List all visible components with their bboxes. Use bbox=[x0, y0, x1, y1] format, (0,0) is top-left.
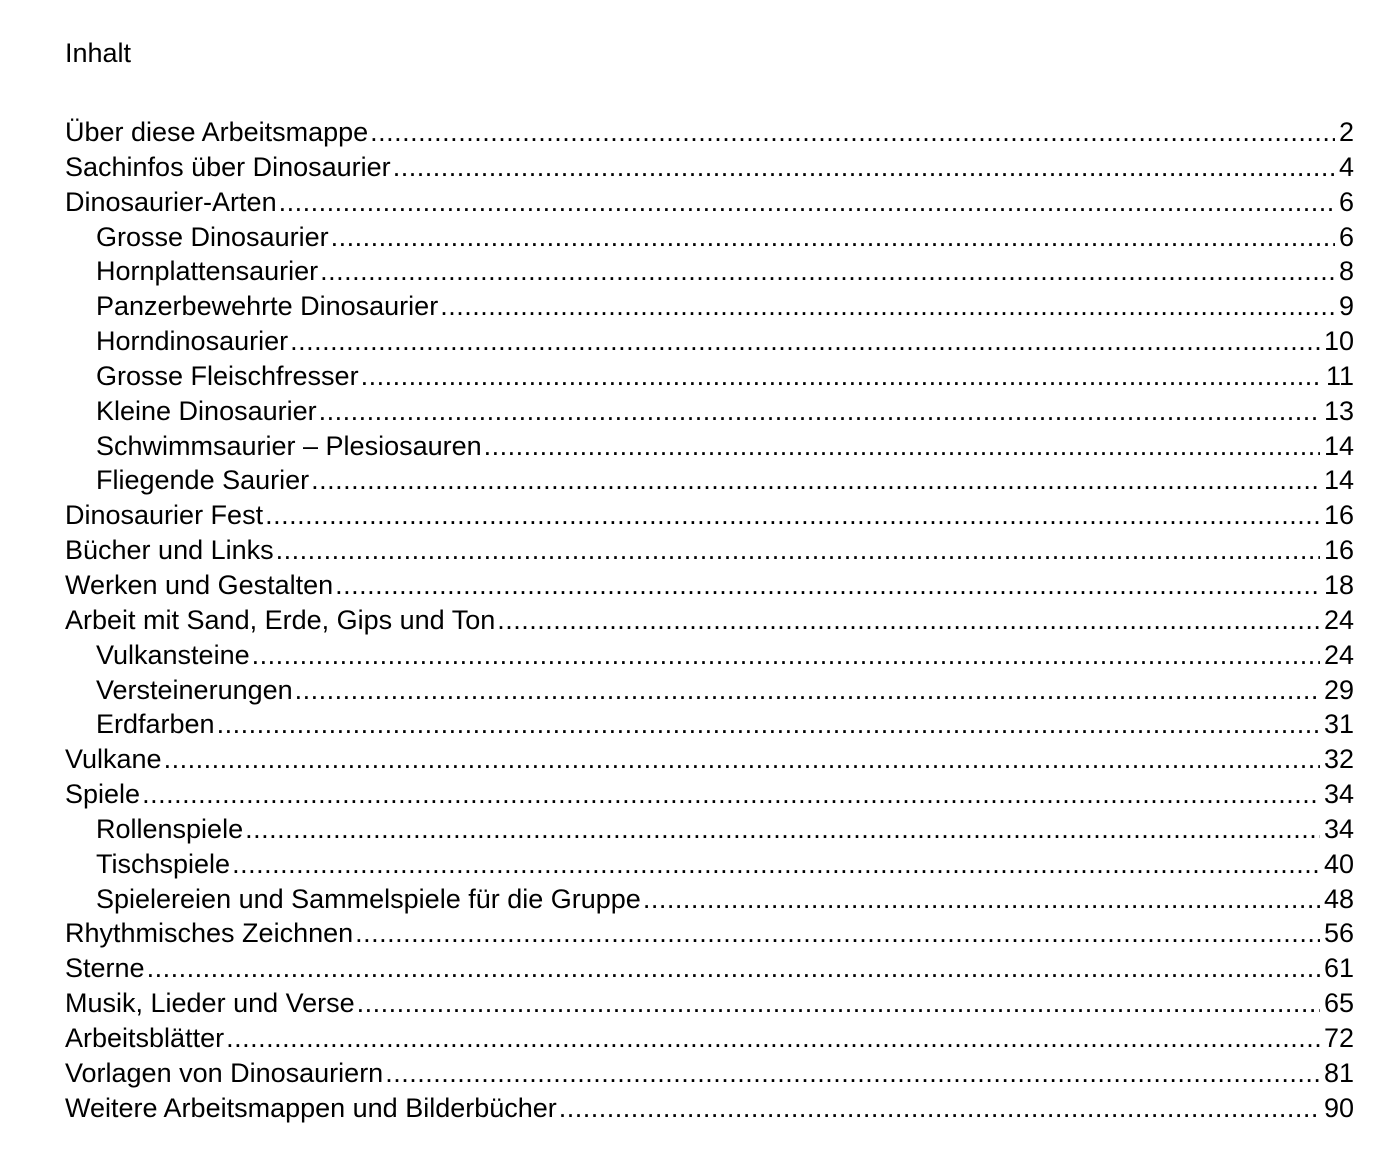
toc-entry[interactable] bbox=[65, 603, 1354, 638]
toc-dot-leader bbox=[320, 254, 1335, 289]
toc-entry-label: Sterne bbox=[65, 953, 145, 984]
toc-page-number: 6 bbox=[1338, 186, 1354, 217]
toc-entry-label: Vulkane bbox=[65, 744, 162, 775]
toc-entry-label: Horndinosaurier bbox=[96, 326, 289, 357]
toc-entry-label: Vulkansteine bbox=[96, 639, 250, 670]
toc-page-number: 61 bbox=[1323, 953, 1354, 984]
toc-entry-label: Schwimmsaurier – Plesiosauren bbox=[96, 430, 482, 461]
toc-entry[interactable] bbox=[65, 324, 1354, 359]
toc-dot-leader bbox=[331, 220, 1335, 255]
toc-dot-leader bbox=[355, 916, 1320, 951]
toc-page-number: 8 bbox=[1338, 256, 1354, 287]
toc-entry-label: Rhythmisches Zeichnen bbox=[65, 918, 354, 949]
toc-page-number: 13 bbox=[1323, 395, 1354, 426]
toc-entry[interactable] bbox=[65, 777, 1354, 812]
toc-entry[interactable] bbox=[65, 1091, 1354, 1126]
toc-entry-label: Arbeitsblätter bbox=[65, 1022, 225, 1053]
toc-page-number: 4 bbox=[1338, 151, 1354, 182]
toc-entry-label: Grosse Dinosaurier bbox=[96, 221, 329, 252]
toc-page-number: 16 bbox=[1323, 500, 1354, 531]
toc-page-number: 14 bbox=[1323, 430, 1354, 461]
toc-dot-leader bbox=[559, 1091, 1320, 1126]
toc-entry[interactable] bbox=[65, 812, 1354, 847]
toc-entry[interactable] bbox=[65, 568, 1354, 603]
toc-dot-leader bbox=[361, 359, 1322, 394]
toc-entry-label: Musik, Lieder und Verse bbox=[65, 988, 355, 1019]
toc-dot-leader bbox=[217, 707, 1320, 742]
toc-entry[interactable] bbox=[65, 254, 1354, 289]
toc-entry[interactable] bbox=[65, 882, 1354, 917]
toc-entry-label: Werken und Gestalten bbox=[65, 569, 334, 600]
toc-page-number: 40 bbox=[1323, 848, 1354, 879]
toc-entry-label: Spiele bbox=[65, 779, 141, 810]
toc-dot-leader bbox=[276, 533, 1320, 568]
toc-entry[interactable] bbox=[65, 533, 1354, 568]
toc-entry-label: Panzerbewehrte Dinosaurier bbox=[96, 291, 439, 322]
toc-entry[interactable] bbox=[65, 150, 1354, 185]
toc-entry-label: Sachinfos über Dinosaurier bbox=[65, 151, 391, 182]
toc-page-number: 31 bbox=[1323, 709, 1354, 740]
toc-dot-leader bbox=[295, 673, 1320, 708]
toc-dot-leader bbox=[232, 847, 1320, 882]
toc-page-number: 16 bbox=[1323, 535, 1354, 566]
toc-page-number: 32 bbox=[1323, 744, 1354, 775]
toc-dot-leader bbox=[643, 882, 1320, 917]
toc-entry-label: Arbeit mit Sand, Erde, Gips und Ton bbox=[65, 604, 496, 635]
toc-entry-label: Versteinerungen bbox=[96, 674, 293, 705]
toc-page-number: 56 bbox=[1323, 918, 1354, 949]
toc-page-number: 24 bbox=[1323, 639, 1354, 670]
toc-entry[interactable] bbox=[65, 359, 1354, 394]
toc-page-number: 6 bbox=[1338, 221, 1354, 252]
toc-heading: Inhalt bbox=[65, 38, 132, 68]
toc-entry[interactable] bbox=[65, 429, 1354, 464]
toc-entry-label: Erdfarben bbox=[96, 709, 215, 740]
toc-entry[interactable] bbox=[65, 115, 1354, 150]
toc-entry[interactable] bbox=[65, 498, 1354, 533]
toc-dot-leader bbox=[279, 185, 1335, 220]
toc-entry-label: Kleine Dinosaurier bbox=[96, 395, 317, 426]
toc-dot-leader bbox=[226, 1021, 1320, 1056]
toc-entry-label: Vorlagen von Dinosauriern bbox=[65, 1057, 384, 1088]
toc-page-number: 24 bbox=[1323, 604, 1354, 635]
toc-page-number: 90 bbox=[1323, 1092, 1354, 1123]
toc-page-number: 9 bbox=[1338, 291, 1354, 322]
toc-page-number: 14 bbox=[1323, 465, 1354, 496]
toc-page-number: 72 bbox=[1323, 1022, 1354, 1053]
toc-entry[interactable] bbox=[65, 986, 1354, 1021]
toc-entry[interactable] bbox=[65, 673, 1354, 708]
toc-entry-label: Über diese Arbeitsmappe bbox=[65, 117, 369, 147]
toc-page-number: 65 bbox=[1323, 988, 1354, 1019]
toc-dot-leader bbox=[290, 324, 1320, 359]
toc-entry-label: Dinosaurier-Arten bbox=[65, 186, 277, 217]
toc-dot-leader bbox=[357, 986, 1320, 1021]
toc-dot-leader bbox=[142, 777, 1320, 812]
toc-entry[interactable] bbox=[65, 463, 1354, 498]
toc-dot-leader bbox=[385, 1056, 1320, 1091]
toc-page-number: 10 bbox=[1323, 326, 1354, 357]
toc-entry-label: Grosse Fleischfresser bbox=[96, 360, 359, 391]
toc-dot-leader bbox=[335, 568, 1320, 603]
toc-dot-leader bbox=[252, 638, 1320, 673]
toc-dot-leader bbox=[164, 742, 1320, 777]
toc-dot-leader bbox=[311, 463, 1320, 498]
toc-entry[interactable] bbox=[65, 394, 1354, 429]
toc-entry-label: Fliegende Saurier bbox=[96, 465, 310, 496]
toc-page-number: 11 bbox=[1325, 360, 1354, 391]
toc-page-number: 81 bbox=[1323, 1057, 1354, 1088]
toc-page-number: 48 bbox=[1323, 883, 1354, 914]
table-of-contents bbox=[65, 115, 1354, 1125]
toc-entry[interactable] bbox=[65, 220, 1354, 255]
toc-dot-leader bbox=[319, 394, 1320, 429]
toc-entry[interactable] bbox=[65, 289, 1354, 324]
toc-page-number: 29 bbox=[1323, 674, 1354, 705]
toc-dot-leader bbox=[245, 812, 1320, 847]
toc-entry[interactable] bbox=[65, 185, 1354, 220]
toc-entry[interactable] bbox=[65, 638, 1354, 673]
toc-entry-label: Hornplattensaurier bbox=[96, 256, 319, 287]
toc-entry[interactable] bbox=[65, 951, 1354, 986]
toc-entry[interactable] bbox=[65, 1056, 1354, 1091]
toc-entry[interactable] bbox=[65, 742, 1354, 777]
toc-entry-label: Spielereien und Sammelspiele für die Gruppe bbox=[96, 883, 641, 914]
toc-entry[interactable] bbox=[65, 847, 1354, 882]
toc-entry-label: Dinosaurier Fest bbox=[65, 500, 264, 531]
toc-dot-leader bbox=[440, 289, 1335, 324]
toc-dot-leader bbox=[393, 150, 1335, 185]
toc-dot-leader bbox=[370, 115, 1335, 150]
toc-page-number: 34 bbox=[1323, 779, 1354, 810]
toc-page-number: 34 bbox=[1323, 813, 1354, 844]
toc-entry[interactable] bbox=[65, 1021, 1354, 1056]
toc-entry-label: Weitere Arbeitsmappen und Bilderbücher bbox=[65, 1092, 557, 1123]
toc-entry[interactable] bbox=[65, 707, 1354, 742]
toc-dot-leader bbox=[265, 498, 1320, 533]
toc-entry-label: Rollenspiele bbox=[96, 813, 244, 844]
toc-page-number: 2 bbox=[1338, 117, 1354, 147]
toc-entry[interactable] bbox=[65, 916, 1354, 951]
toc-entry-label: Bücher und Links bbox=[65, 535, 274, 566]
toc-dot-leader bbox=[484, 429, 1320, 464]
toc-dot-leader bbox=[147, 951, 1320, 986]
toc-dot-leader bbox=[497, 603, 1320, 638]
toc-entry-label: Tischspiele bbox=[96, 848, 231, 879]
toc-page-number: 18 bbox=[1323, 569, 1354, 600]
